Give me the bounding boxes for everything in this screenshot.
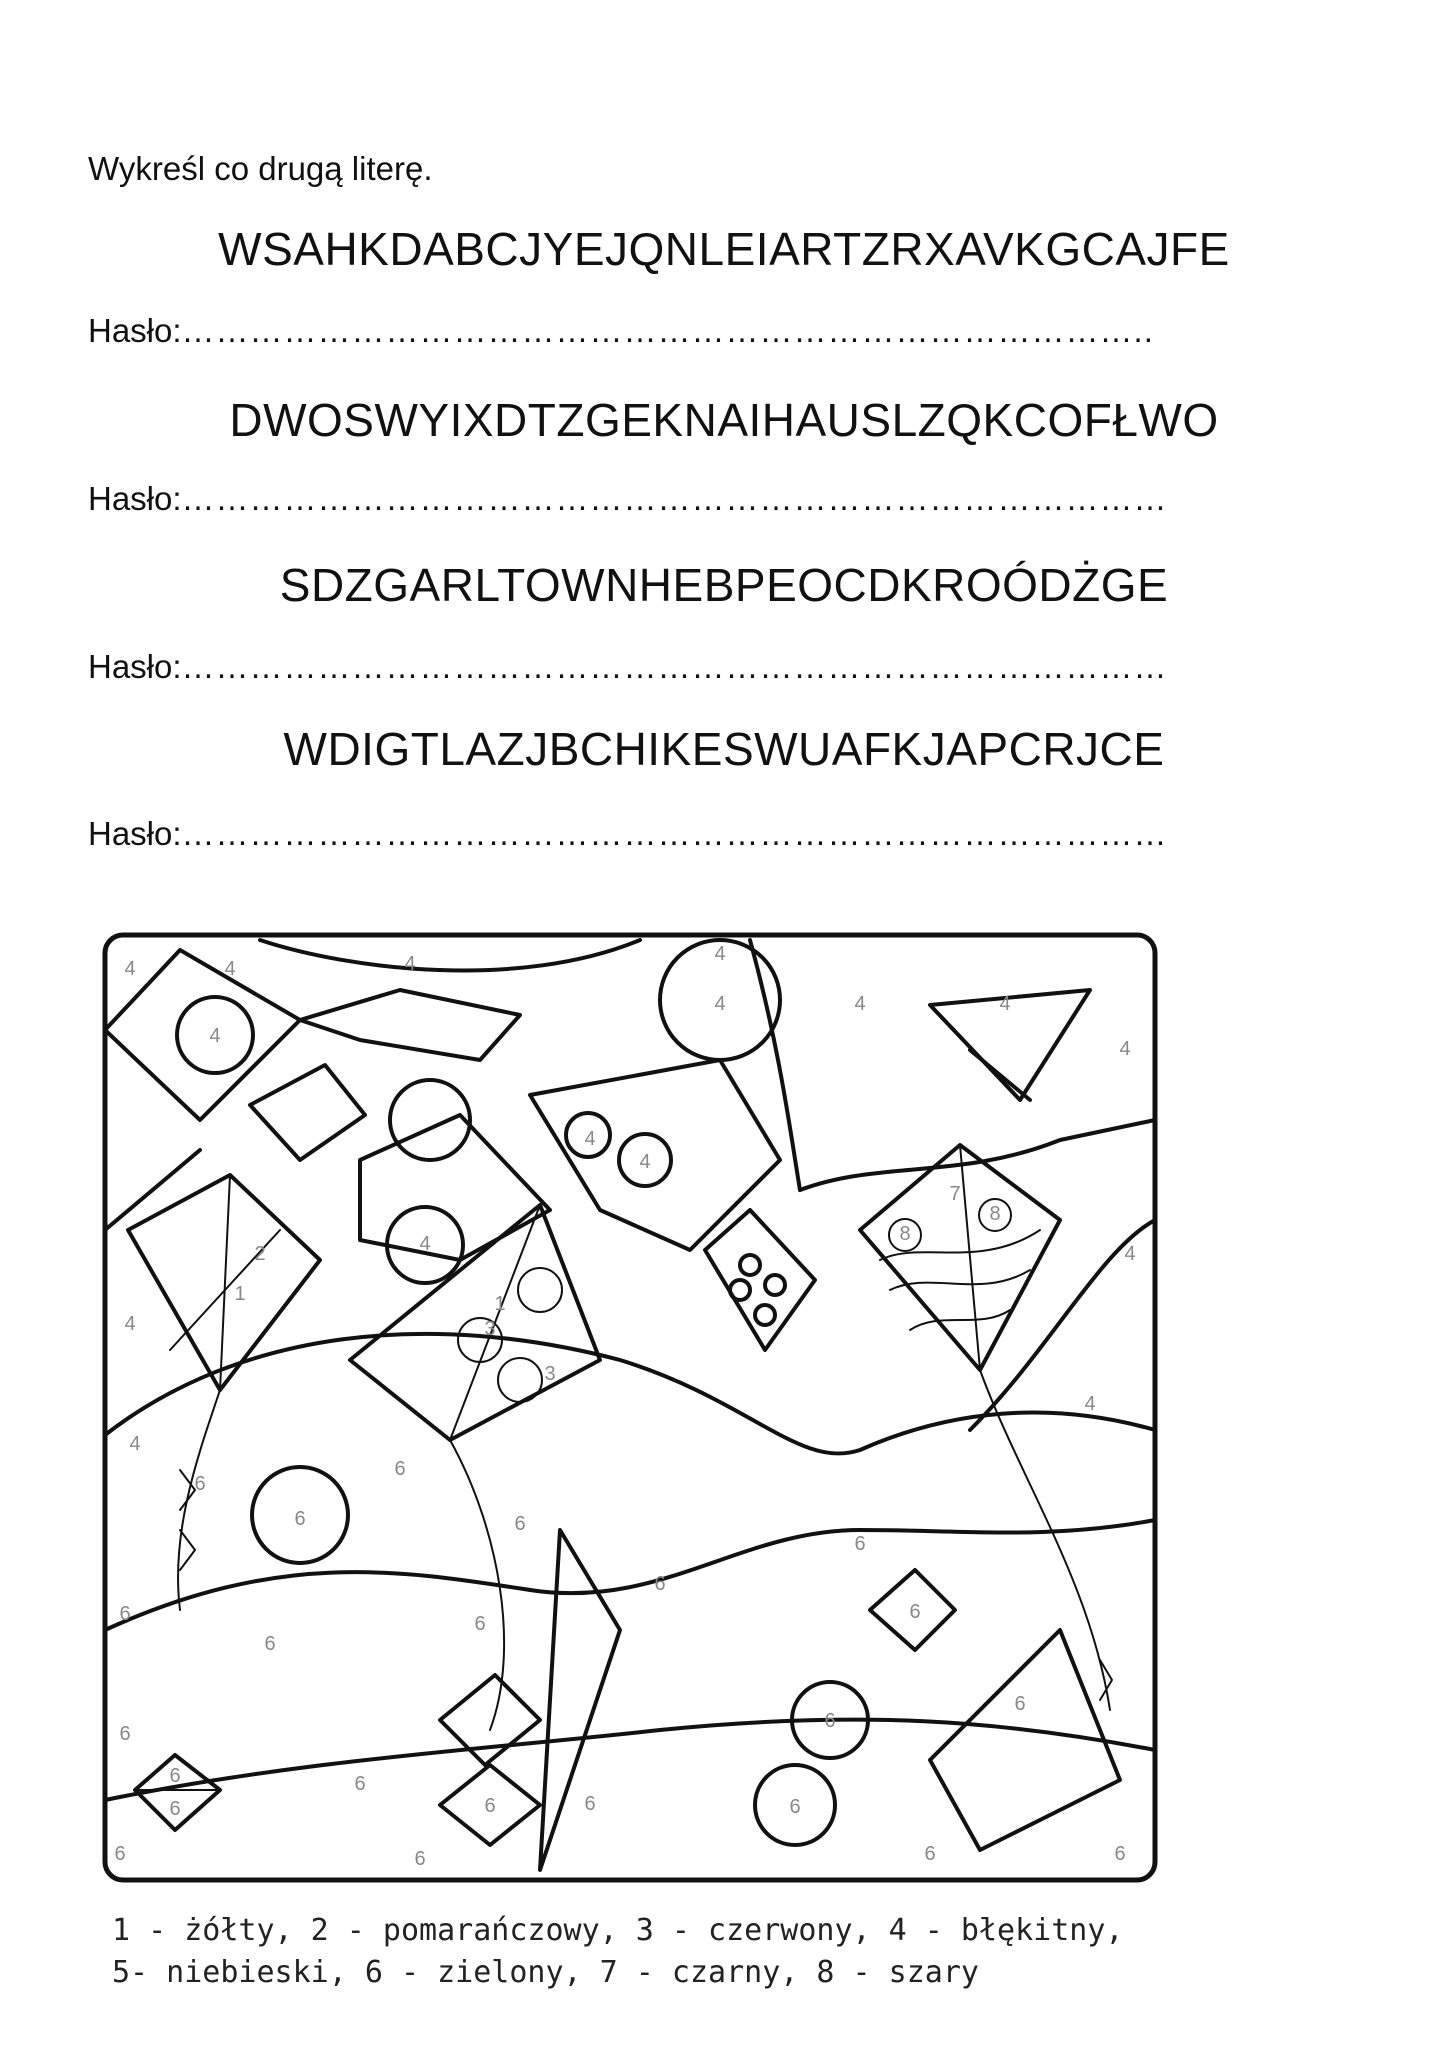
letter-sequence-3: SDZGARLTOWNHEBPEOCDKROÓDŻGE bbox=[279, 559, 1169, 611]
region-number: 6 bbox=[354, 1773, 366, 1795]
region-number: 4 bbox=[129, 1433, 141, 1455]
region-number: 7 bbox=[949, 1183, 961, 1205]
region-number: 4 bbox=[224, 958, 236, 980]
region-number: 6 bbox=[484, 1795, 496, 1817]
region-number: 2 bbox=[254, 1243, 266, 1265]
answer-label: Hasło: bbox=[88, 648, 182, 685]
region-number: 6 bbox=[169, 1765, 181, 1787]
region-number: 4 bbox=[714, 943, 726, 965]
region-number: 6 bbox=[1114, 1843, 1126, 1865]
region-number: 4 bbox=[124, 1313, 136, 1335]
region-number: 1 bbox=[234, 1283, 246, 1305]
answer-line-2[interactable] bbox=[88, 480, 1168, 518]
color-legend bbox=[112, 1910, 1123, 1994]
region-number: 6 bbox=[514, 1513, 526, 1535]
region-number: 6 bbox=[474, 1613, 486, 1635]
answer-label: Hasło: bbox=[88, 312, 182, 349]
region-number: 6 bbox=[854, 1533, 866, 1555]
region-number: 6 bbox=[194, 1473, 206, 1495]
region-number: 3 bbox=[484, 1318, 496, 1340]
legend-line-1: 1 - żółty, 2 - pomarańczowy, 3 - czerwony, 4 - błękitny, bbox=[112, 1913, 1124, 1948]
region-number: 4 bbox=[584, 1128, 596, 1150]
region-number: 6 bbox=[394, 1458, 406, 1480]
region-number: 6 bbox=[789, 1796, 801, 1818]
region-number: 3 bbox=[544, 1363, 556, 1385]
region-number: 4 bbox=[209, 1025, 221, 1047]
answer-line-4[interactable] bbox=[88, 815, 1168, 853]
region-number: 6 bbox=[1014, 1693, 1026, 1715]
region-number: 6 bbox=[264, 1633, 276, 1655]
letter-sequence-1: WSAHKDABCJYEJQNLEIARTZRXAVKGCAJFE bbox=[218, 223, 1230, 275]
region-number: 8 bbox=[899, 1223, 911, 1245]
region-number: 4 bbox=[419, 1233, 431, 1255]
region-number: 4 bbox=[999, 993, 1011, 1015]
answer-dots: …………………………………………………………………………… bbox=[181, 648, 1168, 685]
region-number: 6 bbox=[414, 1848, 426, 1870]
answer-line-1[interactable] bbox=[88, 312, 1154, 350]
answer-label: Hasło: bbox=[88, 480, 182, 517]
region-number: 6 bbox=[654, 1573, 666, 1595]
answer-label: Hasło: bbox=[88, 815, 182, 852]
legend-line-2: 5- niebieski, 6 - zielony, 7 - czarny, 8 - szary bbox=[112, 1955, 979, 1990]
region-number: 6 bbox=[119, 1723, 131, 1745]
letter-sequence-4: WDIGTLAZJBCHIKESWUAFKJAPCRJCE bbox=[283, 723, 1165, 775]
region-number: 6 bbox=[294, 1508, 306, 1530]
color-by-number-kites-picture bbox=[100, 930, 1160, 1890]
answer-dots: …………………………………………………………………………… bbox=[181, 480, 1168, 517]
region-number: 4 bbox=[1124, 1243, 1136, 1265]
region-number: 1 bbox=[494, 1293, 506, 1315]
answer-dots: …………………………………………………………………………… bbox=[181, 815, 1168, 852]
region-number: 8 bbox=[989, 1203, 1001, 1225]
region-number: 4 bbox=[714, 993, 726, 1015]
region-number: 6 bbox=[119, 1603, 131, 1625]
region-number: 6 bbox=[169, 1798, 181, 1820]
region-number: 6 bbox=[824, 1710, 836, 1732]
region-number: 4 bbox=[124, 958, 136, 980]
region-number: 6 bbox=[584, 1793, 596, 1815]
letter-sequence-2: DWOSWYIXDTZGEKNAIHAUSLZQKCOFŁWO bbox=[229, 394, 1219, 446]
region-number: 6 bbox=[114, 1843, 126, 1865]
region-number: 6 bbox=[909, 1601, 921, 1623]
region-number: 4 bbox=[1084, 1393, 1096, 1415]
region-number: 4 bbox=[639, 1151, 651, 1173]
region-number: 6 bbox=[924, 1843, 936, 1865]
instruction: Wykreśl co drugą literę. bbox=[88, 150, 433, 187]
region-number: 4 bbox=[1119, 1038, 1131, 1060]
answer-dots: ………………………………………………………………………….. bbox=[181, 312, 1154, 349]
region-number: 4 bbox=[404, 953, 416, 975]
answer-line-3[interactable] bbox=[88, 648, 1168, 686]
region-number: 4 bbox=[854, 993, 866, 1015]
